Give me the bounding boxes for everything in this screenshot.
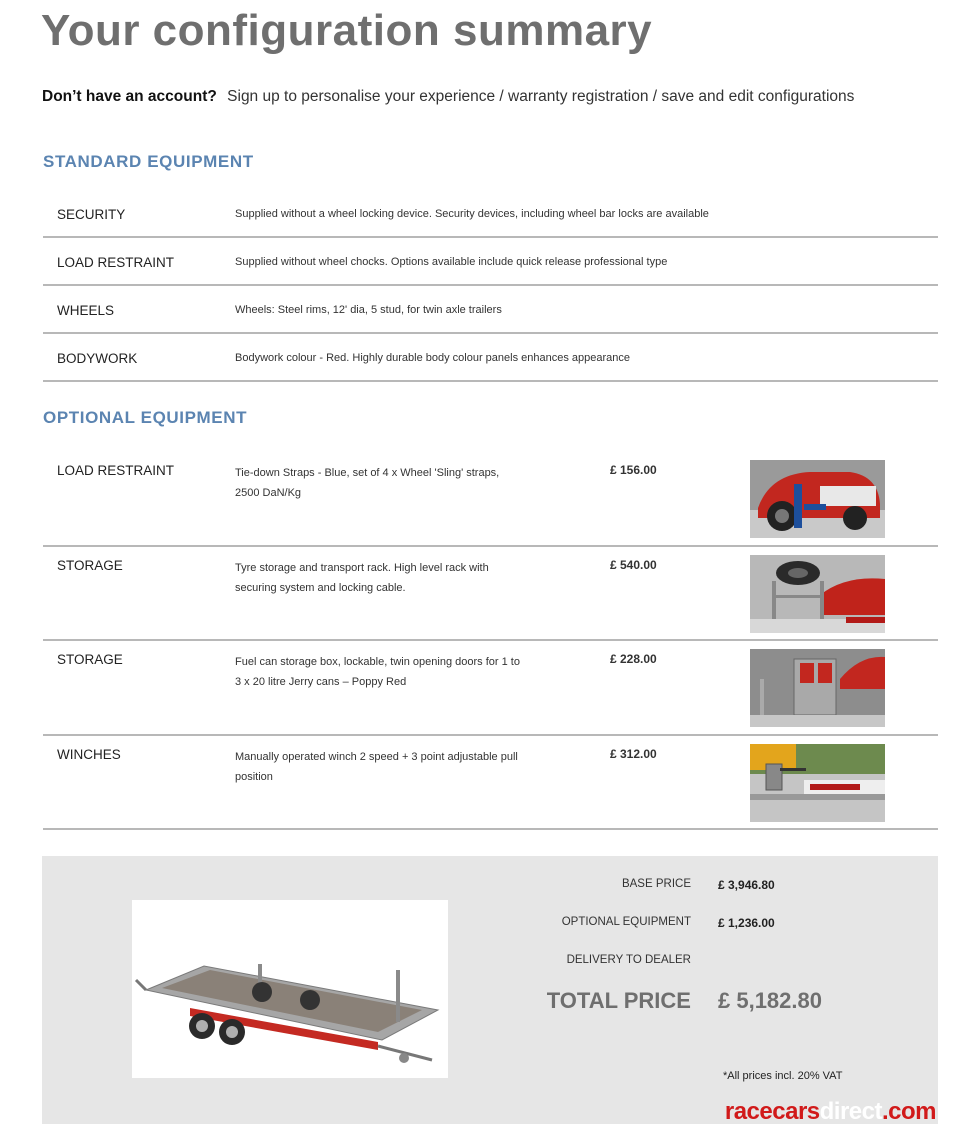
tyre-rack-photo	[750, 555, 885, 633]
straps-photo	[750, 460, 885, 538]
table-row	[43, 190, 938, 238]
table-row	[43, 286, 938, 334]
signup-link[interactable]: Sign up to personalise your experience / warranty registration / save and edit configurations	[227, 88, 855, 105]
row-description: Tyre storage and transport rack. High level rack with securing system and locking cable.	[235, 561, 489, 594]
watermark-logo	[725, 1098, 936, 1126]
row-description: Supplied without wheel chocks. Options available include quick release professional type	[235, 256, 668, 268]
table-row	[43, 641, 938, 736]
table-row	[43, 238, 938, 286]
row-description: Supplied without a wheel locking device. Security devices, including wheel bar locks are available	[235, 208, 709, 220]
table-row	[43, 736, 938, 831]
row-description: Bodywork colour - Red. Highly durable body colour panels enhances appearance	[235, 352, 631, 364]
row-price: £ 156.00	[610, 463, 657, 477]
table-row	[43, 334, 938, 382]
optional-equipment-table	[43, 452, 938, 830]
price-summary-panel	[42, 856, 938, 1124]
row-price: £ 228.00	[610, 652, 657, 666]
standard-equipment-heading: STANDARD EQUIPMENT	[43, 152, 254, 171]
row-category: LOAD RESTRAINT	[57, 463, 175, 478]
row-price: £ 540.00	[610, 557, 657, 572]
row-description: Fuel can storage box, lockable, twin opening doors for 1 to 3 x 20 litre Jerry cans – Poppy Red	[235, 656, 520, 688]
table-row	[43, 452, 938, 547]
row-description: Manually operated winch 2 speed + 3 point adjustable pull position	[235, 750, 518, 783]
row-price: £ 312.00	[610, 746, 657, 761]
total-price-value: £ 5,182.80	[718, 988, 822, 1013]
row-category: WINCHES	[57, 746, 121, 762]
optional-equipment-heading: OPTIONAL EQUIPMENT	[43, 408, 248, 427]
page-title: Your configuration summary	[41, 6, 653, 55]
row-description: Wheels: Steel rims, 12' dia, 5 stud, for twin axle trailers	[235, 304, 502, 316]
row-category: BODYWORK	[57, 351, 138, 366]
optional-equipment-value: £ 1,236.00	[718, 916, 775, 930]
watermark-part: direct	[819, 1098, 882, 1125]
base-price-value: £ 3,946.80	[718, 878, 775, 892]
optional-equipment-label: OPTIONAL EQUIPMENT	[561, 916, 691, 928]
base-price-label: BASE PRICE	[621, 878, 691, 890]
standard-equipment-table	[43, 190, 938, 382]
watermark-part: racecars	[724, 1098, 820, 1125]
row-category: WHEELS	[57, 303, 115, 318]
fuel-can-box-photo	[750, 649, 885, 727]
trailer-photo	[132, 900, 448, 1078]
vat-note: *All prices incl. 20% VAT	[723, 1070, 843, 1082]
delivery-label: DELIVERY TO DEALER	[566, 954, 691, 966]
row-description: Tie-down Straps - Blue, set of 4 x Wheel 'Sling' straps, 2500 DaN/Kg	[235, 467, 500, 499]
watermark-part: .com	[881, 1098, 936, 1125]
row-category: SECURITY	[57, 207, 126, 222]
row-category: LOAD RESTRAINT	[57, 255, 175, 270]
total-price-label: TOTAL PRICE	[546, 988, 691, 1013]
row-category: STORAGE	[57, 652, 123, 667]
winch-photo	[750, 744, 885, 822]
table-row	[43, 547, 938, 642]
account-prompt-label: Don’t have an account?	[42, 88, 217, 105]
row-category: STORAGE	[57, 557, 123, 573]
account-prompt	[42, 88, 854, 106]
